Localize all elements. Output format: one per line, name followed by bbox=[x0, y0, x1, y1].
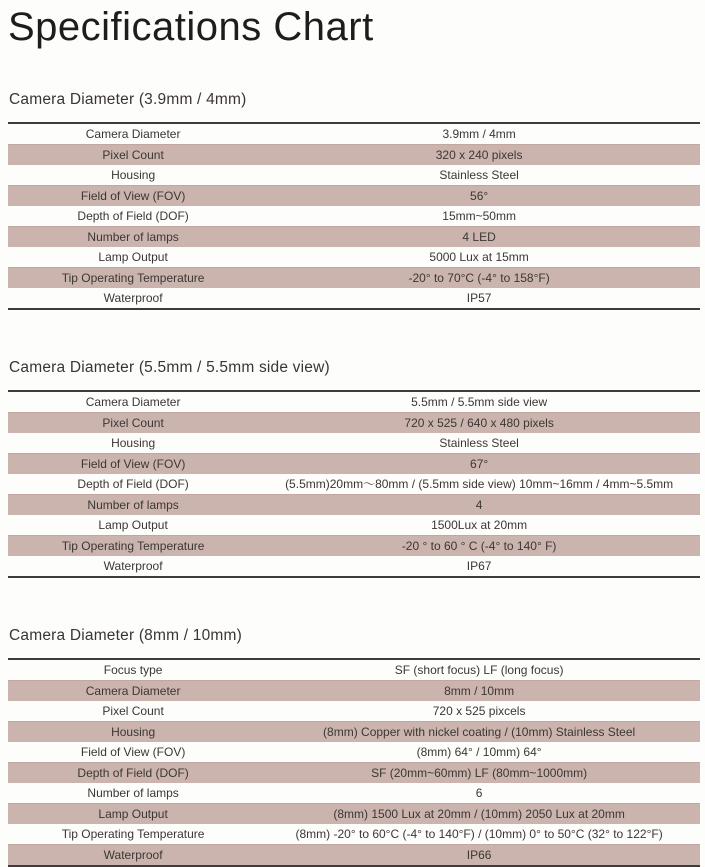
sections-container bbox=[0, 90, 705, 867]
spec-label: Field of View (FOV) bbox=[8, 186, 258, 207]
table-row bbox=[8, 145, 700, 166]
spec-value: SF (20mm~60mm) LF (80mm~1000mm) bbox=[258, 763, 700, 784]
spec-label: Lamp Output bbox=[98, 518, 168, 532]
table-row bbox=[8, 845, 700, 867]
table-row bbox=[8, 556, 700, 577]
spec-value: 4 bbox=[258, 495, 700, 516]
spec-value: 720 x 525 / 640 x 480 pixels bbox=[258, 413, 700, 434]
spec-value: SF (short focus) LF (long focus) bbox=[394, 663, 564, 677]
spec-label: Lamp Output bbox=[98, 250, 168, 264]
spec-label: Lamp Output bbox=[8, 804, 258, 825]
table-row bbox=[8, 288, 700, 309]
table-row bbox=[8, 742, 700, 763]
spec-value: (8mm) 1500 Lux at 20mm / (10mm) 2050 Lux at 20mm bbox=[258, 804, 700, 825]
page-title: Specifications Chart bbox=[8, 5, 374, 49]
spec-label: Pixel Count bbox=[8, 145, 258, 166]
table-row bbox=[8, 474, 700, 495]
table-row bbox=[8, 454, 700, 475]
table-row bbox=[8, 536, 700, 557]
table-row bbox=[8, 186, 700, 207]
table-row bbox=[8, 659, 700, 681]
table-row bbox=[8, 701, 700, 722]
spec-value: 6 bbox=[475, 786, 483, 800]
section-heading: Camera Diameter (8mm / 10mm) bbox=[9, 627, 242, 644]
spec-label: Camera Diameter bbox=[85, 395, 181, 409]
spec-label: Housing bbox=[8, 722, 258, 743]
table-row bbox=[8, 783, 700, 804]
spec-value: (8mm) 64° / 10mm) 64° bbox=[416, 745, 542, 759]
table-row bbox=[8, 515, 700, 536]
spec-value: IP57 bbox=[466, 291, 492, 305]
spec-label: Number of lamps bbox=[8, 495, 258, 516]
spec-value: 8mm / 10mm bbox=[258, 681, 700, 702]
spec-value: IP66 bbox=[258, 845, 700, 867]
table-row bbox=[8, 247, 700, 268]
spec-value: Stainless Steel bbox=[439, 168, 519, 182]
spec-table bbox=[8, 658, 700, 867]
spec-value: 4 LED bbox=[258, 227, 700, 248]
spec-section bbox=[0, 90, 705, 310]
spec-label: Number of lamps bbox=[8, 227, 258, 248]
table-row bbox=[8, 804, 700, 825]
table-row bbox=[8, 681, 700, 702]
spec-value: 1500Lux at 20mm bbox=[431, 518, 528, 532]
spec-label: Field of View (FOV) bbox=[8, 454, 258, 475]
table-row bbox=[8, 391, 700, 413]
section-heading: Camera Diameter (5.5mm / 5.5mm side view) bbox=[9, 359, 330, 376]
spec-section bbox=[0, 358, 705, 578]
spec-label: Camera Diameter bbox=[8, 681, 258, 702]
spec-label: Depth of Field (DOF) bbox=[77, 477, 189, 491]
spec-label: Field of View (FOV) bbox=[80, 745, 186, 759]
spec-label: Tip Operating Temperature bbox=[8, 268, 258, 289]
table-row bbox=[8, 206, 700, 227]
table-row bbox=[8, 165, 700, 186]
spec-table-body bbox=[8, 391, 700, 577]
table-row bbox=[8, 413, 700, 434]
spec-value: 3.9mm / 4mm bbox=[442, 127, 516, 141]
section-heading: Camera Diameter (3.9mm / 4mm) bbox=[9, 91, 247, 108]
spec-value: 320 x 240 pixels bbox=[258, 145, 700, 166]
spec-value: 67° bbox=[258, 454, 700, 475]
spec-label: Focus type bbox=[103, 663, 163, 677]
spec-label: Depth of Field (DOF) bbox=[77, 209, 189, 223]
spec-table-body bbox=[8, 123, 700, 309]
spec-label: Number of lamps bbox=[87, 786, 179, 800]
spec-label: Waterproof bbox=[103, 559, 163, 573]
spec-label: Depth of Field (DOF) bbox=[8, 763, 258, 784]
spec-label: Housing bbox=[111, 168, 156, 182]
table-row bbox=[8, 495, 700, 516]
spec-table bbox=[8, 390, 700, 578]
spec-label: Waterproof bbox=[103, 291, 163, 305]
table-row bbox=[8, 824, 700, 845]
table-row bbox=[8, 763, 700, 784]
spec-section bbox=[0, 626, 705, 867]
spec-value: 56° bbox=[258, 186, 700, 207]
table-row bbox=[8, 268, 700, 289]
spec-value: (5.5mm)20mm～80mm / (5.5mm side view) 10mm~16mm / 4mm~5.5mm bbox=[285, 477, 674, 491]
spec-value: (8mm) Copper with nickel coating / (10mm) Stainless Steel bbox=[258, 722, 700, 743]
spec-table bbox=[8, 122, 700, 310]
spec-value: -20° to 70°C (-4° to 158°F) bbox=[258, 268, 700, 289]
spec-value: 15mm~50mm bbox=[442, 209, 516, 223]
table-row bbox=[8, 433, 700, 454]
spec-value: 5000 Lux at 15mm bbox=[429, 250, 529, 264]
spec-label: Pixel Count bbox=[8, 413, 258, 434]
spec-value: -20 ° to 60 ° C (-4° to 140° F) bbox=[258, 536, 700, 557]
spec-value: 5.5mm / 5.5mm side view bbox=[411, 395, 548, 409]
table-row bbox=[8, 227, 700, 248]
spec-value: IP67 bbox=[466, 559, 492, 573]
spec-label: Camera Diameter bbox=[85, 127, 181, 141]
table-row bbox=[8, 722, 700, 743]
spec-label: Pixel Count bbox=[102, 704, 164, 718]
spec-label: Housing bbox=[111, 436, 156, 450]
spec-table-body bbox=[8, 659, 700, 866]
spec-label: Waterproof bbox=[8, 845, 258, 867]
spec-value: (8mm) -20° to 60°C (-4° to 140°F) / (10mm) 0° to 50°C (32° to 122°F) bbox=[295, 827, 663, 841]
table-row bbox=[8, 123, 700, 145]
spec-value: Stainless Steel bbox=[439, 436, 519, 450]
spec-label: Tip Operating Temperature bbox=[61, 827, 205, 841]
spec-label: Tip Operating Temperature bbox=[8, 536, 258, 557]
spec-value: 720 x 525 pixcels bbox=[432, 704, 526, 718]
